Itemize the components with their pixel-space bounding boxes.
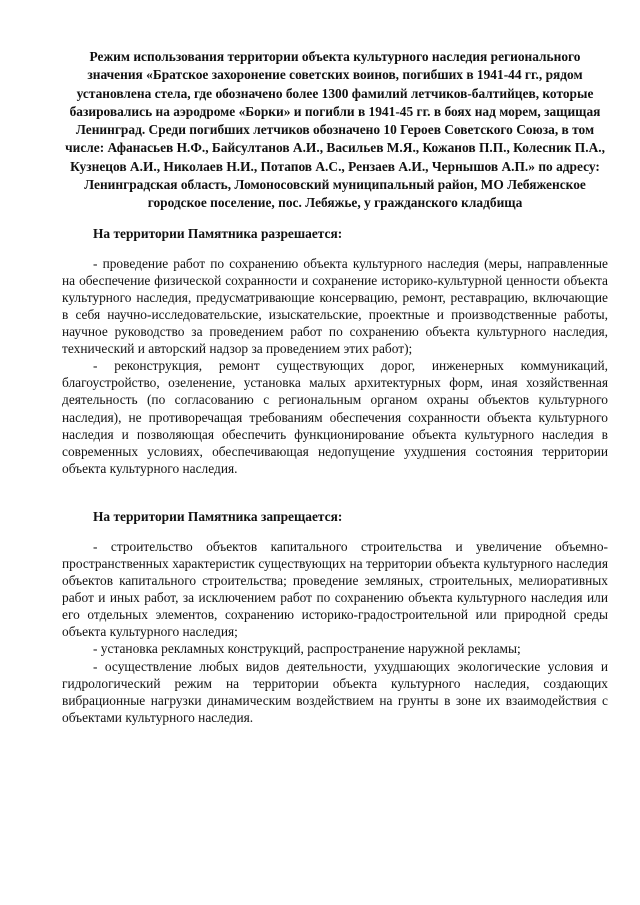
allowed-item: - реконструкция, ремонт существующих дорог, инженерных коммуникаций, благоустройство, озеленение, установка малых архитектурных форм, иная хозяйственная деятельность (по согласованию с региональным органом охраны объектов культурного наследия), не противоречащая требованиям обеспечения сохранности объекта культурного наследия и позволяющая обеспечить функционирование объекта культурного наследия в современных условиях, обеспечивающая недопущение ухудшения состояния территории объекта культурного наследия. [62,358,608,476]
allowed-list [62,255,608,477]
document-title: Режим использования территории объекта культурного наследия регионального значения «Братское захоронение советских воинов, погибших в 1941-44 гг., рядом установлена стела, где обозначено более 1300 фамилий летчиков-балтийцев, которые базировались на аэродроме «Борки» и погибли в 1941-45 гг. в боях над морем, защищая Ленинград. Среди погибших летчиков обозначено 10 Героев Советского Союза, в том числе: Афанасьев Н.Ф., Байсултанов А.И., Васильев М.Я., Кожанов П.П., Колесник П.А., Кузнецов А.И., Николаев Н.И., Потапов А.С., Рензаев А.И., Чернышов А.П.» по адресу: Ленинградская область, Ломоносовский муниципальный район, МО Лебяженское городское поселение, пос. Лебяжье, у гражданского кладбища [65,49,605,211]
forbidden-list [62,538,608,726]
forbidden-item: - установка рекламных конструкций, распространение наружной рекламы; [93,641,521,657]
forbidden-item: - строительство объектов капитального строительства и увеличение объемно-пространственных характеристик существующих на территории объекта культурного наследия объектов капитального строительства; проведение земляных, строительных, мелиоративных работ и иных работ, за исключением работ по сохранению объекта культурного наследия или его отдельных элементов, сохранению историко-градостроительной или природной среды объекта культурного наследия; [62,538,608,640]
forbidden-heading: На территории Памятника запрещается: [93,508,343,524]
allowed-item: - проведение работ по сохранению объекта культурного наследия (меры, направленные на обеспечение физической сохранности и сохранение историко-культурной ценности объекта культурного наследия, предусматривающие консервацию, ремонт, реставрацию, включающие в себя научно-исследовательские, изыскательские, проектные и производственные работы, научное руководство за проведением работ по сохранению объекта культурного наследия, технический и авторский надзор за проведением этих работ); [62,255,608,357]
allowed-heading: На территории Памятника разрешается: [93,225,343,241]
document-page [62,48,608,726]
forbidden-item: - осуществление любых видов деятельности, ухудшающих экологические условия и гидрологический режим на территории объекта культурного наследия, создающих вибрационные нагрузки динамическим воздействием на грунты в зоне их взаимодействия с объектами культурного наследия. [62,658,608,725]
